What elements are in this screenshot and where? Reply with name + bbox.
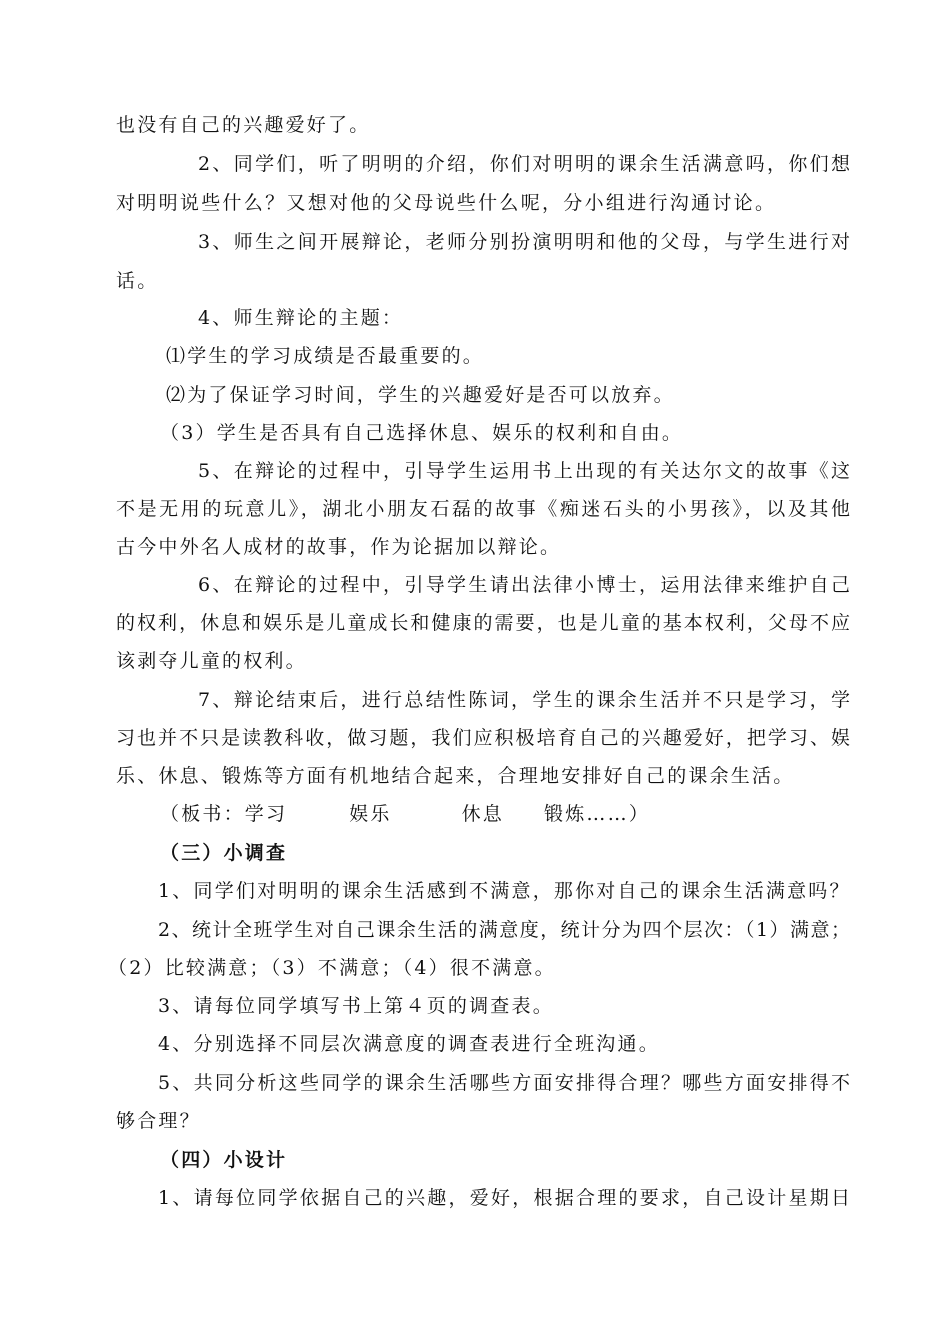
- text-line: 习也并不只是读教科收，做习题，我们应积极培育自己的兴趣爱好，把学习、娱: [116, 727, 850, 749]
- text-line: 也没有自己的兴趣爱好了。: [116, 114, 371, 136]
- text-line: 6、在辩论的过程中，引导学生请出法律小博士，运用法律来维护自己: [198, 574, 850, 596]
- blackboard-note: [160, 802, 650, 826]
- text-line: （2）比较满意；（3）不满意；（4）很不满意。: [108, 957, 556, 979]
- text-line: 3、请每位同学填写书上第４页的调查表。: [158, 995, 554, 1017]
- list-item: ⑵为了保证学习时间，学生的兴趣爱好是否可以放弃。: [166, 384, 675, 406]
- text-line: 话。: [116, 270, 159, 292]
- text-line: 5、在辩论的过程中，引导学生运用书上出现的有关达尔文的故事《这: [198, 460, 850, 482]
- list-item: （3）学生是否具有自己选择休息、娱乐的权利和自由。: [160, 422, 684, 444]
- text-line: 5、共同分析这些同学的课余生活哪些方面安排得合理？哪些方面安排得不: [158, 1072, 850, 1094]
- board-word: 休息: [461, 803, 505, 825]
- text-line: 3、师生之间开展辩论，老师分别扮演明明和他的父母，与学生进行对: [198, 231, 850, 253]
- text-line: 1、同学们对明明的课余生活感到不满意，那你对自己的课余生活满意吗？: [158, 880, 851, 902]
- text-line: 乐、休息、锻炼等方面有机地结合起来，合理地安排好自己的课余生活。: [116, 765, 795, 787]
- text-line: 2、同学们，听了明明的介绍，你们对明明的课余生活满意吗，你们想: [198, 153, 850, 175]
- text-line: 2、统计全班学生对自己课余生活的满意度，统计分为四个层次：（1）满意；: [158, 919, 850, 941]
- text-line: 该剥夺儿童的权利。: [116, 650, 307, 672]
- list-item: ⑴学生的学习成绩是否最重要的。: [166, 345, 485, 367]
- text-line: 1、请每位同学依据自己的兴趣，爱好，根据合理的要求，自己设计星期日: [158, 1187, 850, 1209]
- section-heading: （三）小调查: [160, 842, 288, 864]
- board-word: 锻炼……）: [544, 803, 651, 825]
- text-line: 的权利，休息和娱乐是儿童成长和健康的需要，也是儿童的基本权利，父母不应: [116, 612, 850, 634]
- text-line: 对明明说些什么？又想对他的父母说些什么呢，分小组进行沟通讨论。: [116, 192, 774, 214]
- text-line: 够合理？: [116, 1110, 201, 1132]
- board-word: 娱乐: [349, 803, 392, 825]
- board-prefix: （板书：学习: [160, 803, 288, 825]
- text-line: 不是无用的玩意儿》，湖北小朋友石磊的故事《痴迷石头的小男孩》，以及其他: [116, 498, 850, 520]
- text-line: 4、师生辩论的主题：: [198, 307, 404, 329]
- text-line: 古今中外名人成材的故事，作为论据加以辩论。: [116, 536, 562, 558]
- section-heading: （四）小设计: [160, 1149, 288, 1171]
- text-line: 7、辩论结束后，进行总结性陈词，学生的课余生活并不只是学习，学: [198, 689, 850, 711]
- text-line: 4、分别选择不同层次满意度的调查表进行全班沟通。: [158, 1033, 660, 1055]
